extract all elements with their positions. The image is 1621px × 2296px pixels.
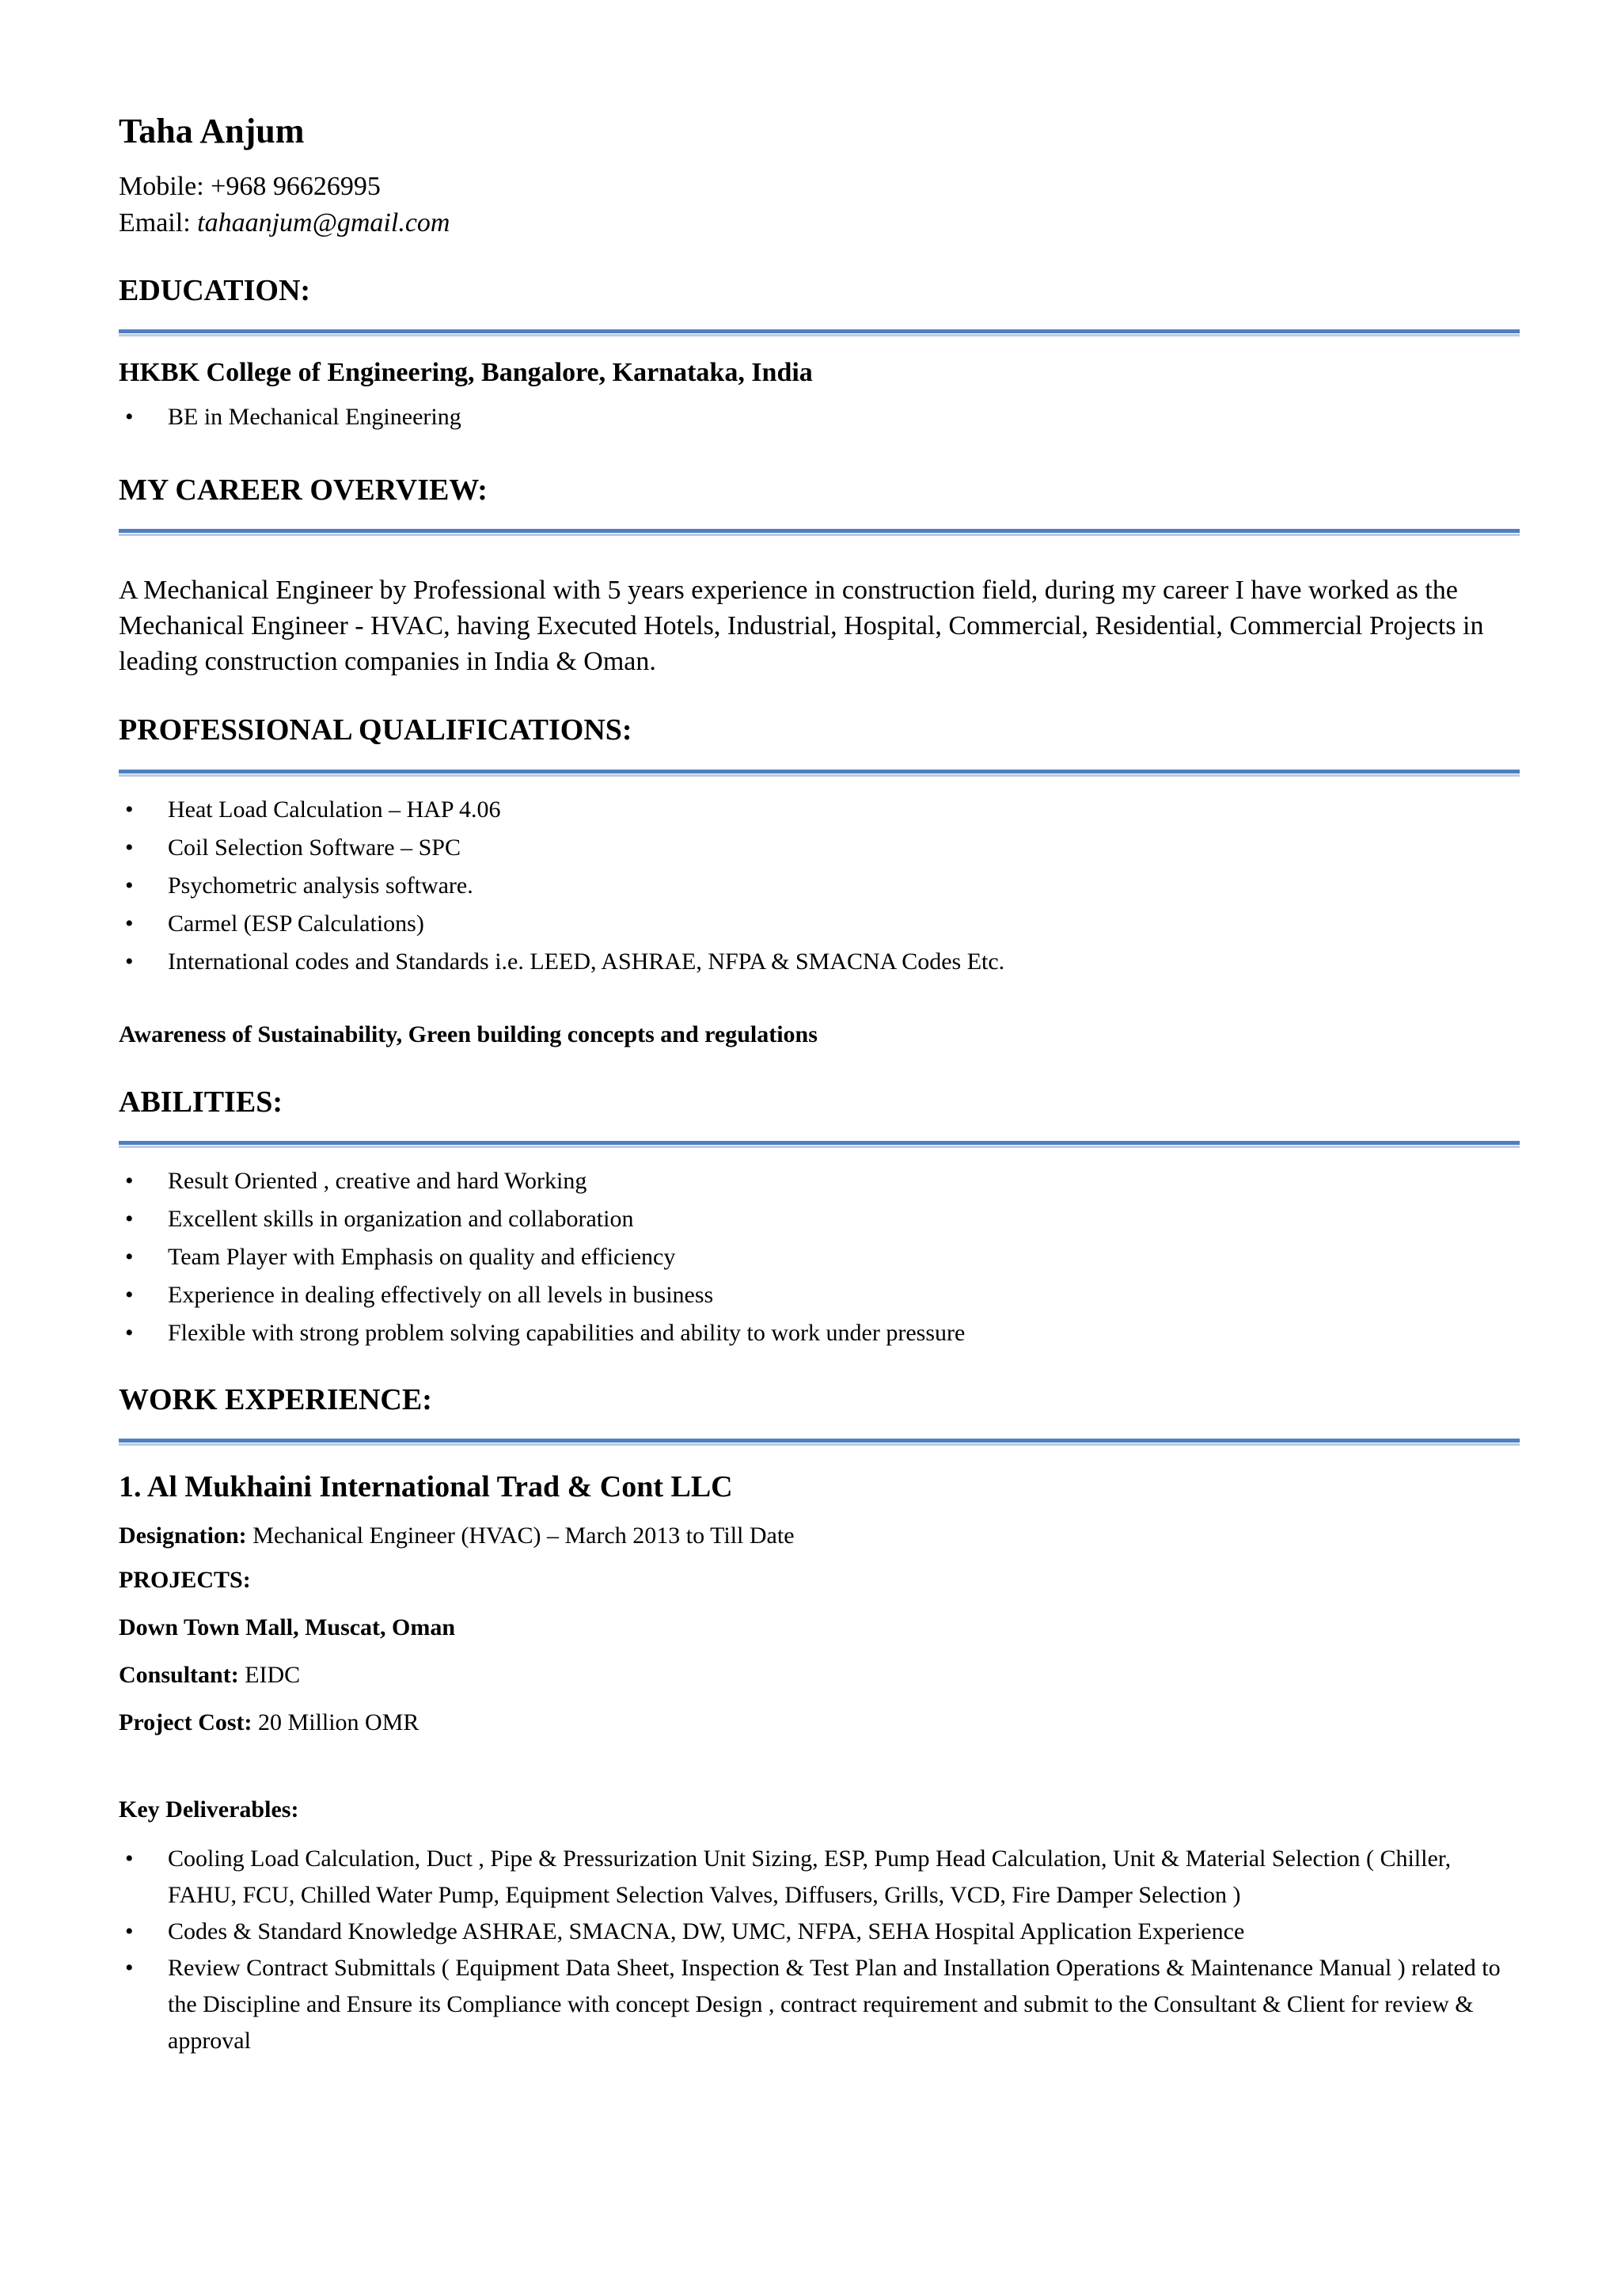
bullet-icon: • — [125, 796, 134, 823]
qualifications-title: PROFESSIONAL QUALIFICATIONS: — [119, 713, 632, 747]
project-name: Down Town Mall, Muscat, Oman — [119, 1614, 456, 1640]
education-title: EDUCATION: — [119, 273, 311, 307]
section-divider — [119, 1439, 1520, 1446]
mobile-line — [119, 169, 1520, 205]
bullet-icon: • — [125, 1319, 134, 1346]
qualifications-list — [119, 791, 1520, 981]
list-item: • Experience in dealing effectively on all levels in business — [119, 1276, 1520, 1314]
bullet-icon: • — [125, 1954, 134, 1981]
bullet-icon: • — [125, 1281, 134, 1308]
list-item: • Excellent skills in organization and collaboration — [119, 1200, 1520, 1238]
consultant-value: EIDC — [245, 1661, 301, 1688]
list-item: • Cooling Load Calculation, Duct , Pipe & Pressurization Unit Sizing, ESP, Pump Head Calculation, Unit & Material Selection ( Chiller, FAHU, FCU, Chilled Water Pump, Equipment Selection Valves, Diffusers, Grills, VCD, Fire Damper Selection ) — [119, 1841, 1520, 1914]
list-item: • Result Oriented , creative and hard Working — [119, 1162, 1520, 1200]
education-list — [119, 398, 1520, 436]
designation-label: Designation: — [119, 1522, 247, 1549]
cost-label: Project Cost: — [119, 1709, 252, 1735]
projects-label: PROJECTS: — [119, 1566, 251, 1593]
list-item: • Heat Load Calculation – HAP 4.06 — [119, 791, 1520, 829]
list-item: • Review Contract Submittals ( Equipment Data Sheet, Inspection & Test Plan and Installation Operations & Maintenance Manual ) related to the Discipline and Ensure its Compliance with concept Design , contract requirement and submit to the Consultant & Client for review & approval — [119, 1950, 1520, 2059]
section-divider — [119, 1141, 1520, 1148]
experience-title: WORK EXPERIENCE: — [119, 1382, 432, 1416]
overview-text: A Mechanical Engineer by Professional with 5 years experience in construction field, during my career I have worked as the Mechanical Engineer - HVAC, having Executed Hotels, Industrial, Hospital, Commercial, Residential, Commercial Projects in leading construction companies in India & Oman. — [119, 576, 1484, 677]
abilities-title: ABILITIES: — [119, 1085, 283, 1119]
section-divider — [119, 529, 1520, 536]
list-item: • Coil Selection Software – SPC — [119, 829, 1520, 867]
bullet-icon: • — [125, 1918, 134, 1944]
list-item: • International codes and Standards i.e. LEED, ASHRAE, NFPA & SMACNA Codes Etc. — [119, 943, 1520, 981]
bullet-icon: • — [125, 834, 134, 861]
bullet-icon: • — [125, 403, 134, 430]
resume-page — [119, 111, 1520, 2059]
list-item: • Psychometric analysis software. — [119, 867, 1520, 905]
email-line — [119, 205, 1520, 241]
awareness-note: Awareness of Sustainability, Green building concepts and regulations — [119, 1021, 818, 1047]
designation-line — [119, 1520, 1520, 1552]
overview-title: MY CAREER OVERVIEW: — [119, 473, 488, 507]
list-item: • Team Player with Emphasis on quality and efficiency — [119, 1238, 1520, 1276]
deliverables-list — [119, 1841, 1520, 2059]
consultant-label: Consultant: — [119, 1661, 239, 1688]
bullet-icon: • — [125, 1845, 134, 1872]
email-label: Email: — [119, 207, 191, 238]
deliverables-title: Key Deliverables: — [119, 1796, 299, 1823]
cost-line — [119, 1707, 1520, 1739]
designation-value: Mechanical Engineer (HVAC) – March 2013 to Till Date — [252, 1522, 795, 1549]
cost-value: 20 Million OMR — [258, 1709, 419, 1735]
bullet-icon: • — [125, 1243, 134, 1270]
section-divider — [119, 329, 1520, 336]
bullet-icon: • — [125, 948, 134, 975]
list-item: • Codes & Standard Knowledge ASHRAE, SMACNA, DW, UMC, NFPA, SEHA Hospital Application Experience — [119, 1914, 1520, 1950]
consultant-line — [119, 1659, 1520, 1691]
company-name: 1. Al Mukhaini International Trad & Cont LLC — [119, 1470, 733, 1504]
bullet-icon: • — [125, 1167, 134, 1194]
email-value: tahaanjum@gmail.com — [197, 207, 450, 238]
bullet-icon: • — [125, 872, 134, 899]
bullet-icon: • — [125, 1205, 134, 1232]
mobile-label: Mobile: — [119, 171, 204, 201]
section-divider — [119, 770, 1520, 777]
bullet-icon: • — [125, 910, 134, 937]
list-item: • Carmel (ESP Calculations) — [119, 905, 1520, 943]
college-name: HKBK College of Engineering, Bangalore, Karnataka, India — [119, 358, 813, 388]
list-item: • Flexible with strong problem solving capabilities and ability to work under pressure — [119, 1314, 1520, 1352]
mobile-value: +968 96626995 — [211, 171, 381, 201]
list-item: • BE in Mechanical Engineering — [119, 398, 1520, 436]
candidate-name: Taha Anjum — [119, 112, 305, 150]
abilities-list — [119, 1162, 1520, 1352]
